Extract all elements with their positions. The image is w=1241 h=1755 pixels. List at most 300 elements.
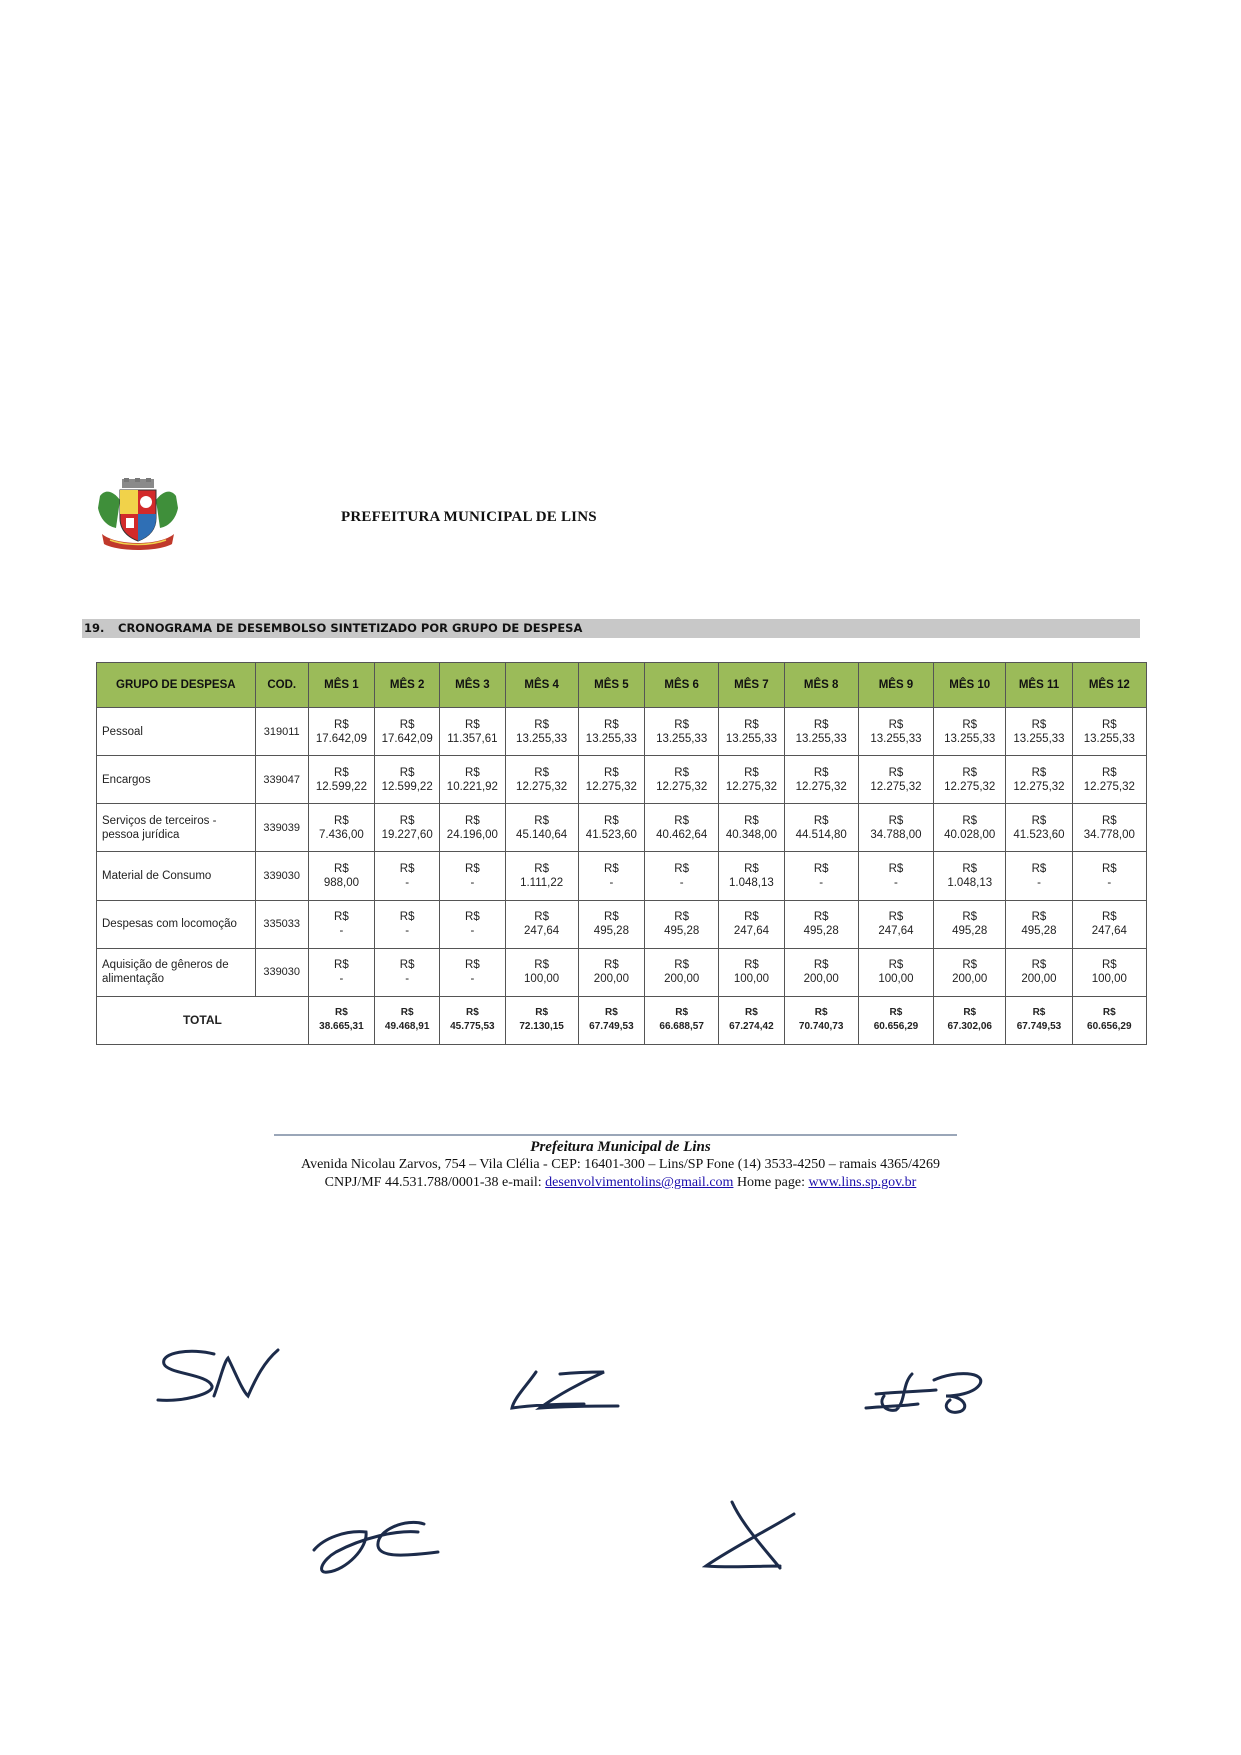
month-value-cell [505, 948, 578, 996]
month-value-cell [308, 756, 374, 804]
month-value-cell [578, 948, 644, 996]
currency-symbol: R$ [534, 911, 549, 924]
month-value-cell [375, 948, 440, 996]
header-month-9: MÊS 9 [858, 663, 933, 708]
currency-symbol: R$ [888, 862, 904, 875]
currency-symbol: R$ [604, 814, 619, 827]
currency-symbol: R$ [814, 1007, 828, 1019]
currency-symbol: R$ [399, 959, 415, 972]
signature-3-icon [862, 1366, 990, 1418]
amount: 34.788,00 [870, 828, 922, 841]
currency-symbol: R$ [813, 766, 829, 779]
footer-email-label: e-mail: [502, 1175, 542, 1190]
currency-symbol: R$ [465, 766, 480, 779]
currency-symbol: R$ [1031, 959, 1047, 972]
amount: 200,00 [664, 973, 700, 986]
currency-symbol: R$ [745, 1007, 758, 1019]
header-month-4: MÊS 4 [505, 663, 578, 708]
header-code: COD. [255, 663, 308, 708]
total-value-cell [375, 996, 440, 1044]
currency-symbol: R$ [744, 814, 759, 827]
amount: 247,64 [524, 925, 560, 938]
month-value-cell [784, 948, 858, 996]
month-value-cell [858, 900, 933, 948]
month-value-cell [934, 804, 1006, 852]
amount: - [470, 925, 475, 938]
amount: 10.221,92 [446, 780, 498, 793]
month-value-cell [719, 948, 784, 996]
currency-symbol: R$ [674, 766, 689, 779]
month-value-cell [308, 948, 374, 996]
currency-symbol: R$ [962, 718, 978, 731]
amount: 13.255,33 [944, 732, 996, 745]
currency-symbol: R$ [744, 959, 759, 972]
amount: 19.227,60 [381, 828, 433, 841]
currency-symbol: R$ [813, 718, 829, 731]
month-value-cell [1006, 900, 1072, 948]
currency-symbol: R$ [535, 1007, 549, 1019]
table-row [97, 804, 1147, 852]
currency-symbol: R$ [674, 959, 689, 972]
month-value-cell [375, 900, 440, 948]
amount: 13.255,33 [1083, 732, 1135, 745]
footer-address: Avenida Nicolau Zarvos, 754 – Vila Clélia - CEP: 16401-300 – Lins/SP Fone (14) 3533-4250 – ramais 4365/4269 [301, 1157, 940, 1172]
month-value-cell [645, 756, 719, 804]
currency-symbol: R$ [399, 718, 415, 731]
amount: 13.255,33 [656, 732, 708, 745]
currency-symbol: R$ [1101, 959, 1117, 972]
currency-symbol: R$ [1031, 911, 1047, 924]
amount: 12.275,32 [795, 780, 847, 793]
footer-homepage-label: Home page: [736, 1175, 805, 1190]
amount: 247,64 [1091, 925, 1127, 938]
amount: 12.275,32 [944, 780, 996, 793]
amount: 13.255,33 [585, 732, 637, 745]
currency-symbol: R$ [888, 718, 904, 731]
total-value-cell [505, 996, 578, 1044]
amount: 495,28 [664, 925, 700, 938]
amount: - [339, 973, 344, 986]
signature-4-icon [306, 1512, 444, 1578]
amount: - [405, 876, 410, 889]
month-value-cell [719, 804, 784, 852]
currency-symbol: R$ [334, 862, 349, 875]
month-value-cell [505, 756, 578, 804]
currency-symbol: R$ [744, 766, 759, 779]
currency-symbol: R$ [962, 862, 978, 875]
section-number: 19. [84, 621, 105, 635]
month-value-cell [1006, 804, 1072, 852]
amount: - [894, 876, 898, 889]
currency-symbol: R$ [963, 1007, 977, 1019]
amount: 12.275,32 [516, 780, 568, 793]
month-value-cell [1006, 708, 1072, 756]
currency-symbol: R$ [813, 959, 829, 972]
month-value-cell [440, 804, 505, 852]
currency-symbol: R$ [962, 766, 978, 779]
footer-organization-name: Prefeitura Municipal de Lins [530, 1139, 711, 1155]
section-heading [82, 619, 1140, 638]
amount: 13.255,33 [795, 732, 847, 745]
table-row [97, 900, 1147, 948]
currency-symbol: R$ [604, 911, 619, 924]
currency-symbol: R$ [399, 862, 415, 875]
amount: - [339, 925, 344, 938]
header-month-11: MÊS 11 [1006, 663, 1072, 708]
header-month-12: MÊS 12 [1072, 663, 1146, 708]
row-group-label: Pessoal [97, 708, 256, 756]
month-value-cell [308, 852, 374, 900]
amount: - [405, 925, 410, 938]
month-value-cell [858, 852, 933, 900]
table-row [97, 852, 1147, 900]
amount: - [405, 973, 410, 986]
month-value-cell [645, 708, 719, 756]
amount: 11.357,61 [447, 732, 498, 745]
total-amount: 67.749,53 [589, 1021, 634, 1033]
amount: 495,28 [1021, 925, 1057, 938]
month-value-cell [1072, 948, 1146, 996]
month-value-cell [308, 708, 374, 756]
total-row [97, 996, 1147, 1044]
header-month-8: MÊS 8 [784, 663, 858, 708]
table-row [97, 756, 1147, 804]
currency-symbol: R$ [334, 959, 349, 972]
amount: 100,00 [1091, 973, 1127, 986]
currency-symbol: R$ [1031, 814, 1047, 827]
currency-symbol: R$ [675, 1007, 689, 1019]
amount: 40.028,00 [944, 828, 996, 841]
month-value-cell [505, 804, 578, 852]
amount: 13.255,33 [870, 732, 922, 745]
month-value-cell [375, 756, 440, 804]
currency-symbol: R$ [604, 959, 619, 972]
month-value-cell [1006, 948, 1072, 996]
amount: 200,00 [952, 973, 988, 986]
amount: 40.462,64 [656, 828, 708, 841]
amount: - [470, 876, 475, 889]
month-value-cell [858, 948, 933, 996]
currency-symbol: R$ [1031, 862, 1047, 875]
amount: 495,28 [803, 925, 839, 938]
currency-symbol: R$ [1031, 766, 1047, 779]
total-amount: 60.656,29 [1087, 1021, 1132, 1033]
total-value-cell [1006, 996, 1072, 1044]
amount: 13.255,33 [725, 732, 777, 745]
header-month-7: MÊS 7 [719, 663, 784, 708]
currency-symbol: R$ [334, 911, 349, 924]
month-value-cell [1072, 852, 1146, 900]
amount: 41.523,60 [1013, 828, 1065, 841]
row-code: 339030 [255, 948, 308, 996]
currency-symbol: R$ [534, 718, 549, 731]
currency-symbol: R$ [604, 766, 619, 779]
currency-symbol: R$ [465, 911, 480, 924]
currency-symbol: R$ [334, 718, 349, 731]
header-month-5: MÊS 5 [578, 663, 644, 708]
amount: 1.048,13 [729, 876, 774, 889]
amount: - [1037, 876, 1041, 889]
currency-symbol: R$ [888, 911, 904, 924]
total-amount: 70.740,73 [798, 1021, 844, 1033]
month-value-cell [784, 852, 858, 900]
month-value-cell [645, 852, 719, 900]
amount: 100,00 [524, 973, 560, 986]
month-value-cell [578, 852, 644, 900]
amount: 100,00 [733, 973, 769, 986]
row-group-label: Encargos [97, 756, 256, 804]
currency-symbol: R$ [744, 911, 759, 924]
row-code: 339039 [255, 804, 308, 852]
total-value-cell [784, 996, 858, 1044]
page-header-title: PREFEITURA MUNICIPAL DE LINS [341, 509, 597, 525]
signature-2-icon [500, 1364, 626, 1416]
month-value-cell [719, 900, 784, 948]
footer-cnpj: CNPJ/MF 44.531.788/0001-38 [324, 1175, 499, 1190]
table-row [97, 708, 1147, 756]
amount: - [1107, 876, 1112, 889]
amount: 40.348,00 [725, 828, 777, 841]
footer-contact [200, 1175, 1041, 1191]
month-value-cell [1006, 852, 1072, 900]
currency-symbol: R$ [962, 959, 978, 972]
currency-symbol: R$ [399, 911, 415, 924]
month-value-cell [719, 756, 784, 804]
month-value-cell [934, 900, 1006, 948]
currency-symbol: R$ [534, 959, 549, 972]
total-value-cell [934, 996, 1006, 1044]
month-value-cell [1072, 708, 1146, 756]
amount: 44.514,80 [795, 828, 847, 841]
month-value-cell [578, 900, 644, 948]
total-amount: 66.688,57 [659, 1021, 704, 1033]
month-value-cell [308, 900, 374, 948]
amount: 12.599,22 [381, 780, 433, 793]
amount: 12.275,32 [870, 780, 922, 793]
month-value-cell [440, 708, 505, 756]
month-value-cell [1006, 756, 1072, 804]
month-value-cell [934, 852, 1006, 900]
header-group: GRUPO DE DESPESA [97, 663, 256, 708]
currency-symbol: R$ [399, 766, 415, 779]
amount: 13.255,33 [1013, 732, 1065, 745]
month-value-cell [645, 948, 719, 996]
header-month-3: MÊS 3 [440, 663, 505, 708]
coat-of-arms-icon [96, 478, 180, 550]
month-value-cell [645, 900, 719, 948]
total-value-cell [578, 996, 644, 1044]
amount: 200,00 [1021, 973, 1057, 986]
currency-symbol: R$ [604, 1007, 618, 1019]
currency-symbol: R$ [465, 959, 480, 972]
month-value-cell [308, 804, 374, 852]
total-value-cell [440, 996, 505, 1044]
total-value-cell [719, 996, 784, 1044]
amount: 495,28 [952, 925, 988, 938]
currency-symbol: R$ [1101, 766, 1117, 779]
currency-symbol: R$ [813, 862, 829, 875]
total-amount: 38.665,31 [319, 1021, 364, 1033]
currency-symbol: R$ [889, 1007, 903, 1019]
amount: 12.275,32 [1083, 780, 1135, 793]
currency-symbol: R$ [962, 911, 978, 924]
row-code: 319011 [255, 708, 308, 756]
currency-symbol: R$ [1101, 911, 1117, 924]
amount: 1.048,13 [947, 876, 993, 889]
total-amount: 60.656,29 [873, 1021, 919, 1033]
month-value-cell [719, 708, 784, 756]
currency-symbol: R$ [744, 718, 759, 731]
currency-symbol: R$ [604, 862, 619, 875]
amount: 988,00 [323, 876, 359, 889]
currency-symbol: R$ [400, 1007, 414, 1019]
month-value-cell [934, 948, 1006, 996]
currency-symbol: R$ [888, 814, 904, 827]
month-value-cell [858, 804, 933, 852]
amount: - [470, 973, 475, 986]
currency-symbol: R$ [465, 862, 480, 875]
month-value-cell [505, 708, 578, 756]
currency-symbol: R$ [604, 718, 619, 731]
currency-symbol: R$ [465, 1007, 479, 1019]
currency-symbol: R$ [1102, 1007, 1116, 1019]
month-value-cell [934, 708, 1006, 756]
amount: 247,64 [878, 925, 914, 938]
month-value-cell [858, 756, 933, 804]
month-value-cell [784, 804, 858, 852]
amount: 200,00 [803, 973, 839, 986]
amount: 7.436,00 [319, 828, 364, 841]
month-value-cell [578, 756, 644, 804]
month-value-cell [578, 804, 644, 852]
total-value-cell [858, 996, 933, 1044]
currency-symbol: R$ [674, 911, 689, 924]
table-row [97, 948, 1147, 996]
row-code: 339047 [255, 756, 308, 804]
amount: 12.275,32 [656, 780, 708, 793]
total-value-cell [645, 996, 719, 1044]
currency-symbol: R$ [674, 718, 689, 731]
total-amount: 45.775,53 [450, 1021, 495, 1033]
month-value-cell [858, 708, 933, 756]
amount: - [679, 876, 684, 889]
row-group-label: Despesas com locomoção [97, 900, 256, 948]
amount: 12.275,32 [585, 780, 637, 793]
row-group-label: Aquisição de gêneros de alimentação [97, 948, 256, 996]
currency-symbol: R$ [534, 814, 549, 827]
total-amount: 67.302,06 [947, 1021, 992, 1033]
amount: 1.111,22 [520, 876, 564, 889]
month-value-cell [1072, 804, 1146, 852]
month-value-cell [440, 852, 505, 900]
amount: 495,28 [593, 925, 629, 938]
currency-symbol: R$ [1101, 862, 1117, 875]
month-value-cell [440, 756, 505, 804]
total-amount: 49.468,91 [384, 1021, 430, 1033]
amount: 34.778,00 [1083, 828, 1135, 841]
amount: 24.196,00 [446, 828, 498, 841]
currency-symbol: R$ [962, 814, 978, 827]
amount: 12.599,22 [315, 780, 367, 793]
row-group-label: Material de Consumo [97, 852, 256, 900]
amount: 17.642,09 [315, 732, 367, 745]
currency-symbol: R$ [334, 814, 349, 827]
table-header-row [97, 663, 1147, 708]
month-value-cell [1072, 756, 1146, 804]
signature-1-icon [152, 1344, 286, 1412]
month-value-cell [784, 708, 858, 756]
currency-symbol: R$ [1101, 718, 1117, 731]
currency-symbol: R$ [744, 862, 759, 875]
total-label: TOTAL [97, 996, 309, 1044]
currency-symbol: R$ [1101, 814, 1117, 827]
currency-symbol: R$ [534, 766, 549, 779]
month-value-cell [645, 804, 719, 852]
amount: 100,00 [878, 973, 914, 986]
total-amount: 72.130,15 [519, 1021, 564, 1033]
currency-symbol: R$ [813, 911, 829, 924]
amount: 17.642,09 [381, 732, 433, 745]
row-code: 339030 [255, 852, 308, 900]
month-value-cell [505, 852, 578, 900]
currency-symbol: R$ [888, 959, 904, 972]
month-value-cell [784, 756, 858, 804]
currency-symbol: R$ [335, 1007, 348, 1019]
currency-symbol: R$ [399, 814, 415, 827]
currency-symbol: R$ [1032, 1007, 1046, 1019]
month-value-cell [1072, 900, 1146, 948]
header-month-10: MÊS 10 [934, 663, 1006, 708]
footer-homepage-link[interactable]: www.lins.sp.gov.br [808, 1175, 917, 1190]
month-value-cell [375, 852, 440, 900]
currency-symbol: R$ [534, 862, 549, 875]
section-title: CRONOGRAMA DE DESEMBOLSO SINTETIZADO POR GRUPO DE DESPESA [118, 621, 583, 635]
footer-divider [274, 1134, 957, 1136]
total-value-cell [1072, 996, 1146, 1044]
currency-symbol: R$ [334, 766, 349, 779]
amount: 45.140,64 [516, 828, 568, 841]
currency-symbol: R$ [465, 718, 480, 731]
header-month-1: MÊS 1 [308, 663, 374, 708]
signature-5-icon [702, 1496, 800, 1572]
amount: 12.275,32 [725, 780, 777, 793]
header-month-6: MÊS 6 [645, 663, 719, 708]
row-code: 335033 [255, 900, 308, 948]
amount: 41.523,60 [585, 828, 637, 841]
month-value-cell [440, 948, 505, 996]
currency-symbol: R$ [674, 862, 689, 875]
amount: 13.255,33 [516, 732, 568, 745]
amount: 200,00 [593, 973, 629, 986]
total-amount: 67.749,53 [1016, 1021, 1062, 1033]
footer-email-link[interactable]: desenvolvimentolins@gmail.com [545, 1175, 734, 1190]
row-group-label: Serviços de terceiros - pessoa jurídica [97, 804, 256, 852]
currency-symbol: R$ [813, 814, 829, 827]
month-value-cell [440, 900, 505, 948]
total-value-cell [308, 996, 374, 1044]
month-value-cell [375, 708, 440, 756]
month-value-cell [934, 756, 1006, 804]
table-body [97, 708, 1147, 1045]
month-value-cell [505, 900, 578, 948]
currency-symbol: R$ [888, 766, 904, 779]
month-value-cell [578, 708, 644, 756]
currency-symbol: R$ [465, 814, 480, 827]
month-value-cell [375, 804, 440, 852]
header-month-2: MÊS 2 [375, 663, 440, 708]
amount: - [609, 876, 614, 889]
amount: 12.275,32 [1013, 780, 1065, 793]
